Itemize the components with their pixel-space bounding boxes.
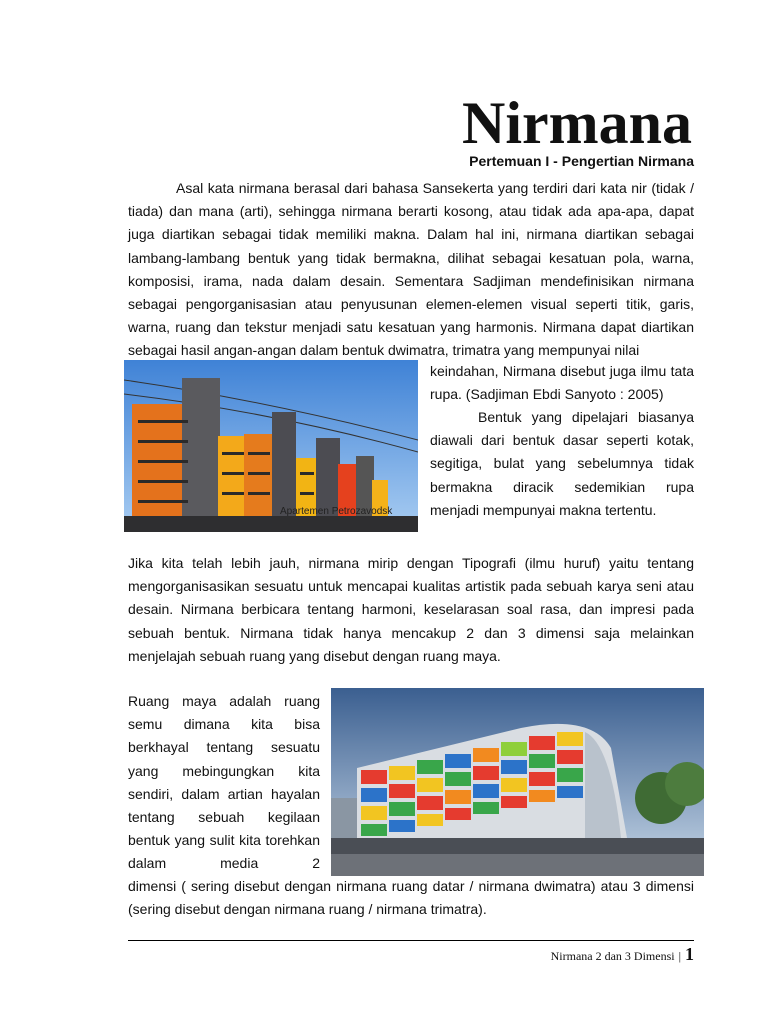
paragraph-3: Bentuk yang dipelajari biasanya diawali dari bentuk dasar seperti kotak, segitiga, bulat yang sebelumnya tidak bermakna diracik sedemikian rupa menjadi mempunyai makna tertentu. bbox=[430, 409, 694, 518]
photo-caption: Apartemen Petrozavodsk bbox=[280, 506, 393, 517]
page-footer bbox=[551, 944, 694, 966]
footer-separator: | bbox=[678, 949, 681, 963]
colorful-building-illustration bbox=[331, 688, 704, 876]
apartment-photo bbox=[124, 360, 418, 532]
footer-divider bbox=[128, 940, 694, 941]
document-title: Nirmana bbox=[462, 90, 692, 156]
page-number: 1 bbox=[685, 944, 694, 964]
document-subtitle: Pertemuan I - Pengertian Nirmana bbox=[469, 153, 694, 169]
paragraph-2: keindahan, Nirmana disebut juga ilmu tata rupa. (Sadjiman Ebdi Sanyoto : 2005) bbox=[430, 363, 694, 403]
colorful-building-photo bbox=[331, 688, 704, 876]
paragraph-6: dimensi ( sering disebut dengan nirmana ruang datar / nirmana dwimatra) atau 3 dimensi (sering disebut dengan nirmana ruang / nirmana trimatra). bbox=[128, 878, 694, 918]
paragraph-4: Jika kita telah lebih jauh, nirmana mirip dengan Tipografi (ilmu huruf) yaitu tentang mengorganisasikan sesuatu untuk mencapai kualitas artistik pada sebuah karya seni atau desain. Nirmana berbicara tentang harmoni, keselarasan soal rasa, dan impresi pada sebuah bentuk. Nirmana tidak hanya mencakup 2 dan 3 dimensi saja melainkan menjelajah sebuah ruang yang disebut dengan ruang maya. bbox=[128, 555, 694, 664]
paragraph-5: Ruang maya adalah ruang semu dimana kita bisa berkhayal tentang sesuatu yang mebingungkan kita sendiri, dalam artian hayalan tentang sebuah kegilaan bentuk yang sulit kita torehkan dalam media 2 bbox=[128, 693, 320, 872]
footer-text: Nirmana 2 dan 3 Dimensi bbox=[550, 949, 675, 963]
paragraph-1: Asal kata nirmana berasal dari bahasa Sansekerta yang terdiri dari kata nir (tidak / tiada) dan mana (arti), sehingga nirmana berarti kosong, atau tidak ada apa-apa, dapat juga diartikan sebagai tidak memiliki makna. Dalam hal ini, nirmana diartikan sebagai lambang-lambang bentuk yang tidak bermakna, dilihat sebagai kesatuan pola, warna, komposisi, irama, nada dalam desain. Sementara Sadjiman mendefinisikan nirmana sebagai pengorganisasian atau penyusunan elemen-elemen visual seperti titik, garis, warna, ruang dan tekstur menjadi satu kesatuan yang harmonis. Nirmana dapat diartikan sebagai hasil angan-angan dalam bentuk dwimatra, trimatra yang mempunyai nilai bbox=[128, 180, 694, 359]
